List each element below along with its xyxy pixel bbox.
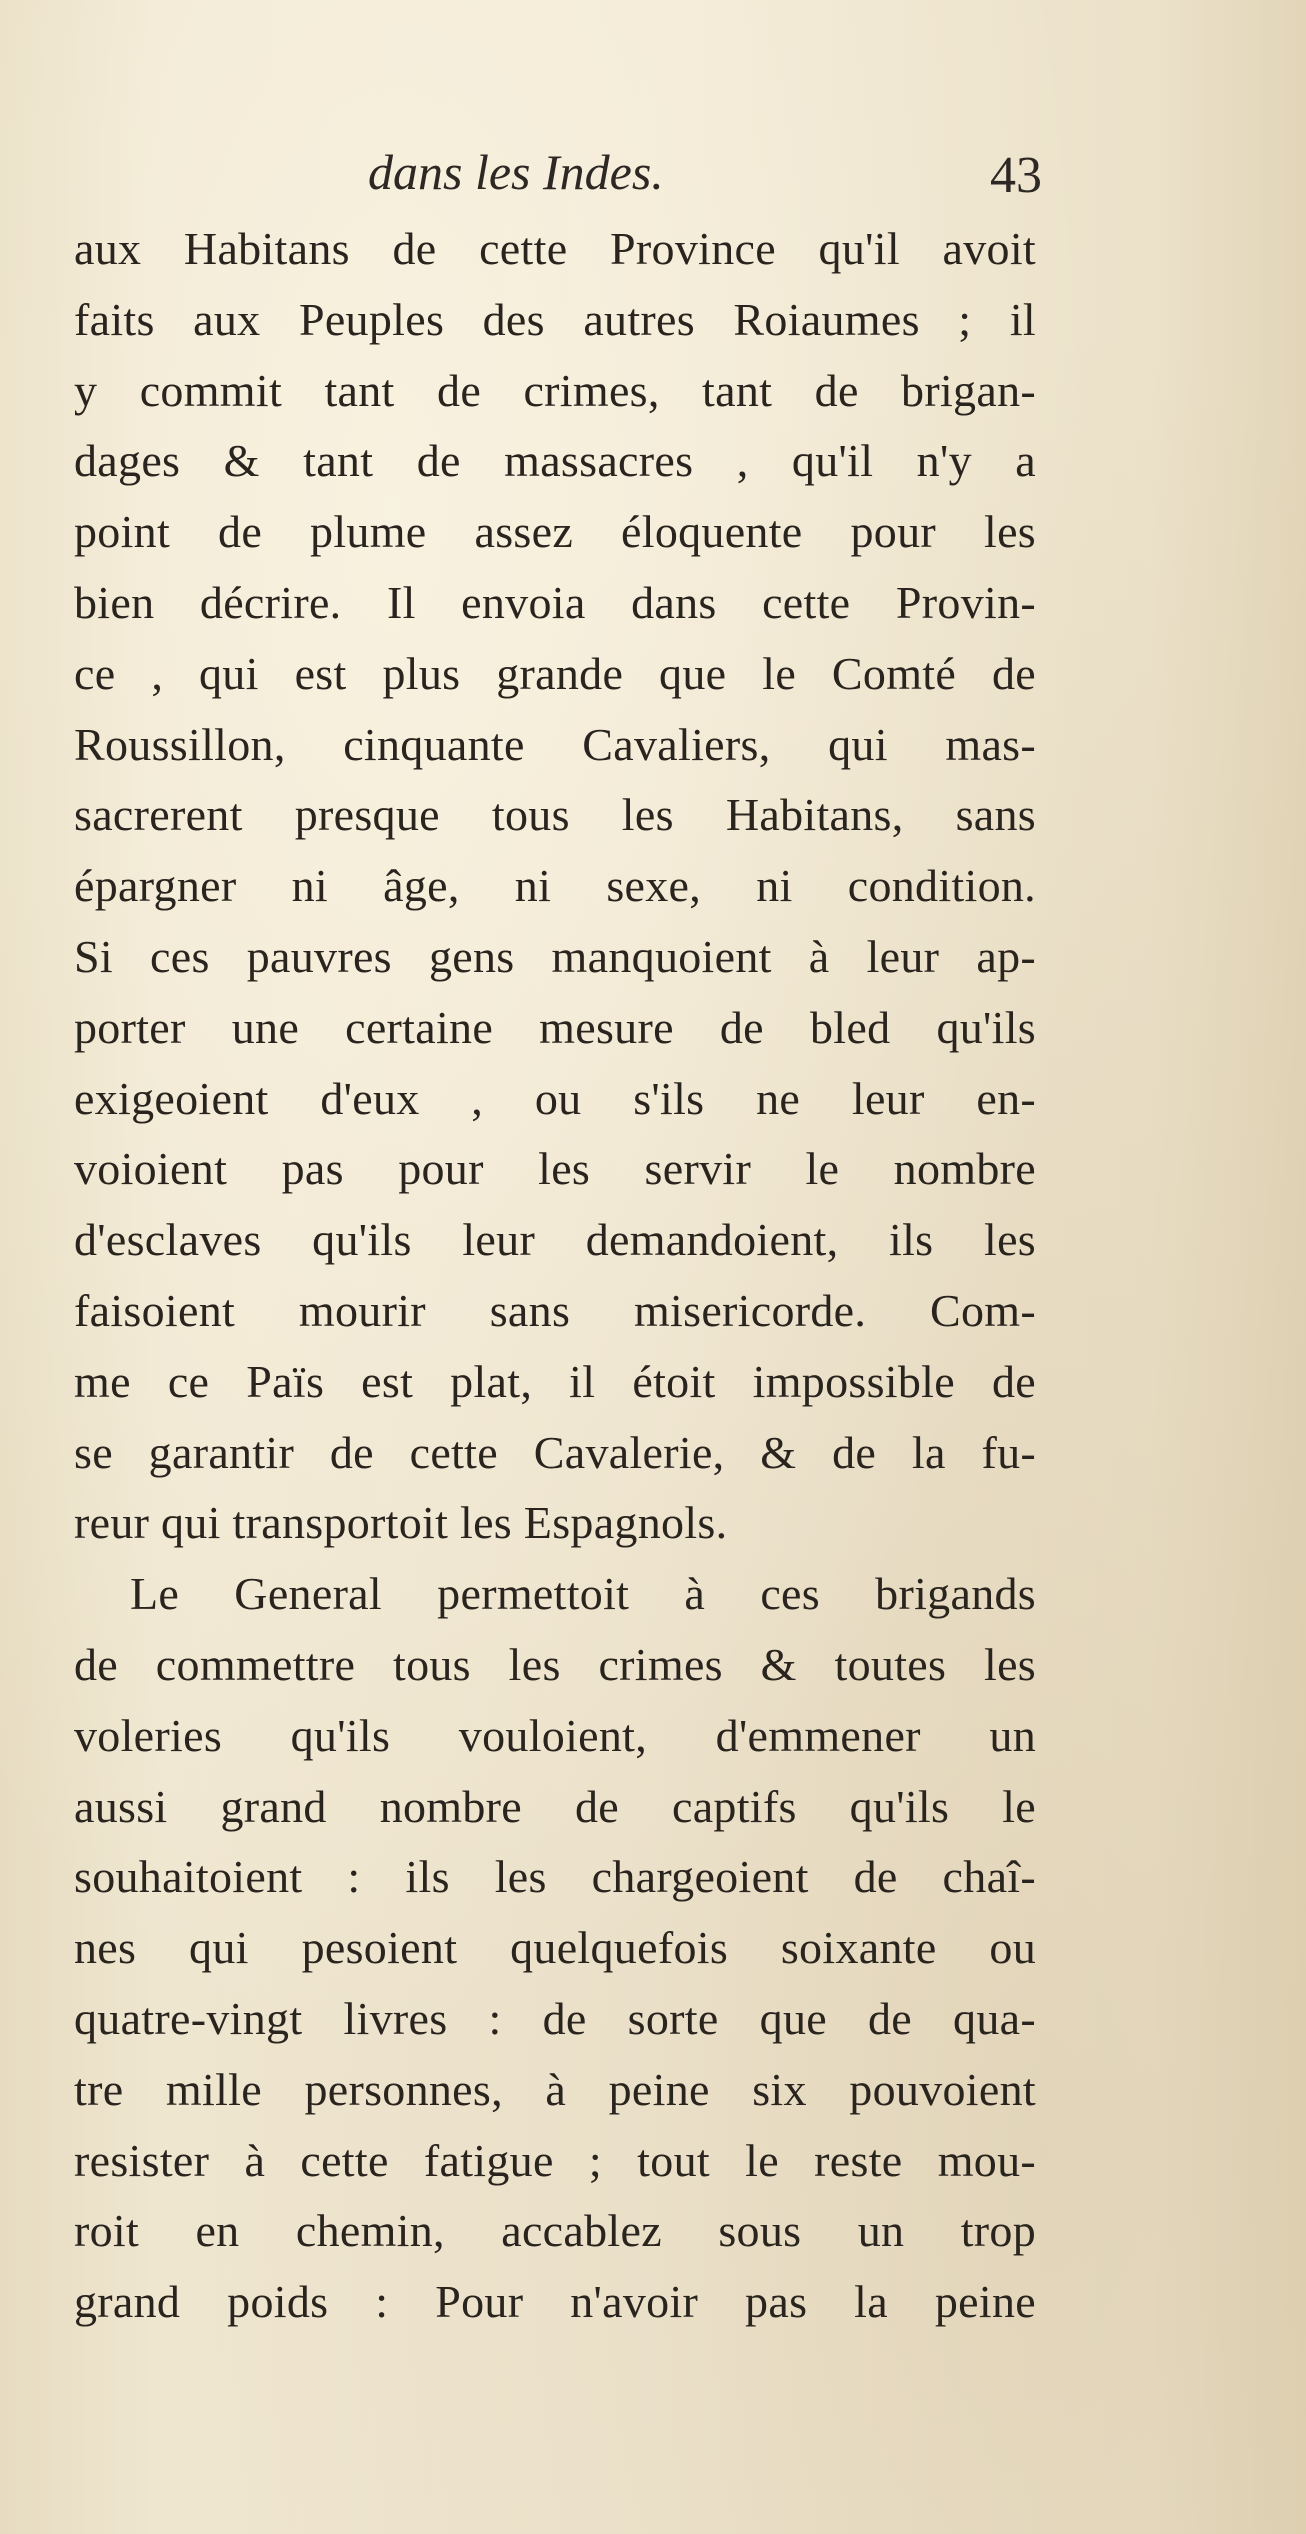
text-line: ce , qui est plus grande que le Comté de bbox=[74, 647, 1036, 699]
text-line: tre mille personnes, à peine six pouvoient bbox=[74, 2063, 1036, 2115]
text-line: voioient pas pour les servir le nombre bbox=[74, 1143, 1036, 1195]
page-number: 43 bbox=[990, 147, 1042, 204]
text-line: point de plume assez éloquente pour les bbox=[74, 506, 1036, 558]
text-line: de commettre tous les crimes & toutes les bbox=[74, 1638, 1036, 1690]
paragraph-end-line: reur qui transportoit les Espagnols. bbox=[74, 1497, 728, 1549]
body-text bbox=[74, 214, 1036, 2338]
text-line: faits aux Peuples des autres Roiaumes ; il bbox=[74, 293, 1036, 345]
text-line: roit en chemin, accablez sous un trop bbox=[74, 2205, 1036, 2257]
text-line: me ce Païs est plat, il étoit impossible de bbox=[74, 1355, 1036, 1407]
paragraph-start-line: Le General permettoit à ces brigands bbox=[130, 1568, 1036, 1620]
text-line: se garantir de cette Cavalerie, & de la fu- bbox=[74, 1426, 1036, 1478]
text-line: y commit tant de crimes, tant de brigan- bbox=[74, 364, 1036, 416]
text-line: faisoient mourir sans misericorde. Com- bbox=[74, 1284, 1036, 1336]
running-title: dans les Indes. bbox=[368, 144, 664, 200]
text-line: nes qui pesoient quelquefois soixante ou bbox=[74, 1922, 1036, 1974]
text-line: Si ces pauvres gens manquoient à leur ap- bbox=[74, 930, 1036, 982]
text-line: voleries qu'ils vouloient, d'emmener un bbox=[74, 1709, 1036, 1761]
text-line: exigeoient d'eux , ou s'ils ne leur en- bbox=[74, 1072, 1036, 1124]
text-line: Roussillon, cinquante Cavaliers, qui mas- bbox=[74, 718, 1036, 770]
text-line: dages & tant de massacres , qu'il n'y a bbox=[74, 435, 1036, 487]
text-line: aussi grand nombre de captifs qu'ils le bbox=[74, 1780, 1036, 1832]
text-line: sacrerent presque tous les Habitans, sans bbox=[74, 789, 1036, 841]
text-line: grand poids : Pour n'avoir pas la peine bbox=[74, 2276, 1036, 2328]
text-line: d'esclaves qu'ils leur demandoient, ils les bbox=[74, 1214, 1036, 1266]
text-line: souhaitoient : ils les chargeoient de chaî- bbox=[74, 1851, 1036, 1903]
running-head bbox=[0, 142, 1306, 202]
text-line: porter une certaine mesure de bled qu'ils bbox=[74, 1001, 1036, 1053]
text-line: aux Habitans de cette Province qu'il avoit bbox=[74, 223, 1036, 274]
text-line: quatre-vingt livres : de sorte que de qua- bbox=[74, 1992, 1036, 2044]
text-line: bien décrire. Il envoia dans cette Provin- bbox=[74, 576, 1036, 628]
text-line: épargner ni âge, ni sexe, ni condition. bbox=[74, 860, 1036, 912]
text-line: resister à cette fatigue ; tout le reste mou- bbox=[74, 2134, 1036, 2186]
